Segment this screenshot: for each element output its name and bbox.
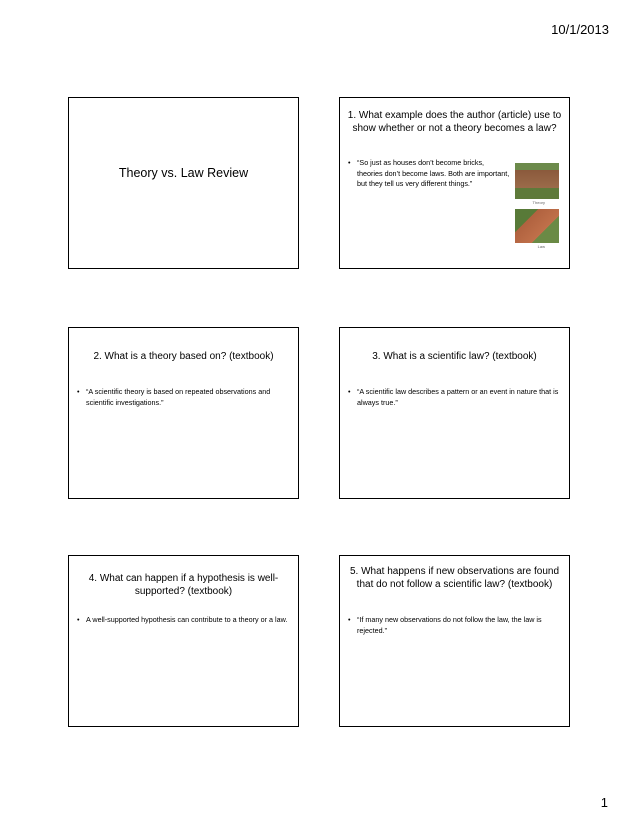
slide-bullets xyxy=(348,387,561,408)
brick-photo xyxy=(515,209,559,243)
slide-bullets xyxy=(77,615,290,626)
bullet-item xyxy=(77,387,290,408)
bullet-item xyxy=(348,158,511,190)
bullet-dot-icon: • xyxy=(348,387,351,396)
page-number: 1 xyxy=(600,795,608,810)
slide-title: 3. What is a scientific law? (textbook) xyxy=(372,351,537,362)
slide-bullets xyxy=(348,615,561,636)
brick-photo-caption: Law xyxy=(537,244,545,249)
slide-title: Theory vs. Law Review xyxy=(118,166,249,180)
bullet-text: A well-supported hypothesis can contribute to a theory or a law. xyxy=(86,615,288,624)
slide-3 xyxy=(68,327,299,499)
slide-bullets xyxy=(348,158,511,190)
bullet-dot-icon: • xyxy=(77,615,80,624)
slide-bullets xyxy=(77,387,290,408)
bullet-text: “A scientific theory is based on repeated observations and scientific investigations.” xyxy=(86,387,271,407)
bullet-text: “A scientific law describes a pattern or an event in nature that is always true.” xyxy=(357,387,559,407)
slide-title: 1. What example does the author (article) use to show whether or not a theory becomes a law? xyxy=(347,110,562,134)
bullet-item xyxy=(77,615,290,626)
bullet-item xyxy=(348,615,561,636)
slide-4 xyxy=(339,327,570,499)
bullet-text: “So just as houses don’t become bricks, theories don’t become laws. Both are important, but they tell us very different things.” xyxy=(357,158,510,188)
slide-5 xyxy=(68,555,299,727)
bullet-dot-icon: • xyxy=(348,158,351,167)
header-date: 10/1/2013 xyxy=(551,22,609,37)
slide-title: 2. What is a theory based on? (textbook) xyxy=(93,351,274,362)
slide-1 xyxy=(68,97,299,269)
slide-title: 4. What can happen if a hypothesis is well-supported? (textbook) xyxy=(88,573,279,597)
slide-title: 5. What happens if new observations are found that do not follow a scientific law? (textbook) xyxy=(349,566,560,590)
bullet-item xyxy=(348,387,561,408)
slide-2 xyxy=(339,97,570,269)
house-photo-caption: Theory xyxy=(532,200,545,205)
bullet-dot-icon: • xyxy=(77,387,80,396)
slide-6 xyxy=(339,555,570,727)
bullet-dot-icon: • xyxy=(348,615,351,624)
bullet-text: “If many new observations do not follow the law, the law is rejected.” xyxy=(357,615,542,635)
house-photo xyxy=(515,163,559,199)
